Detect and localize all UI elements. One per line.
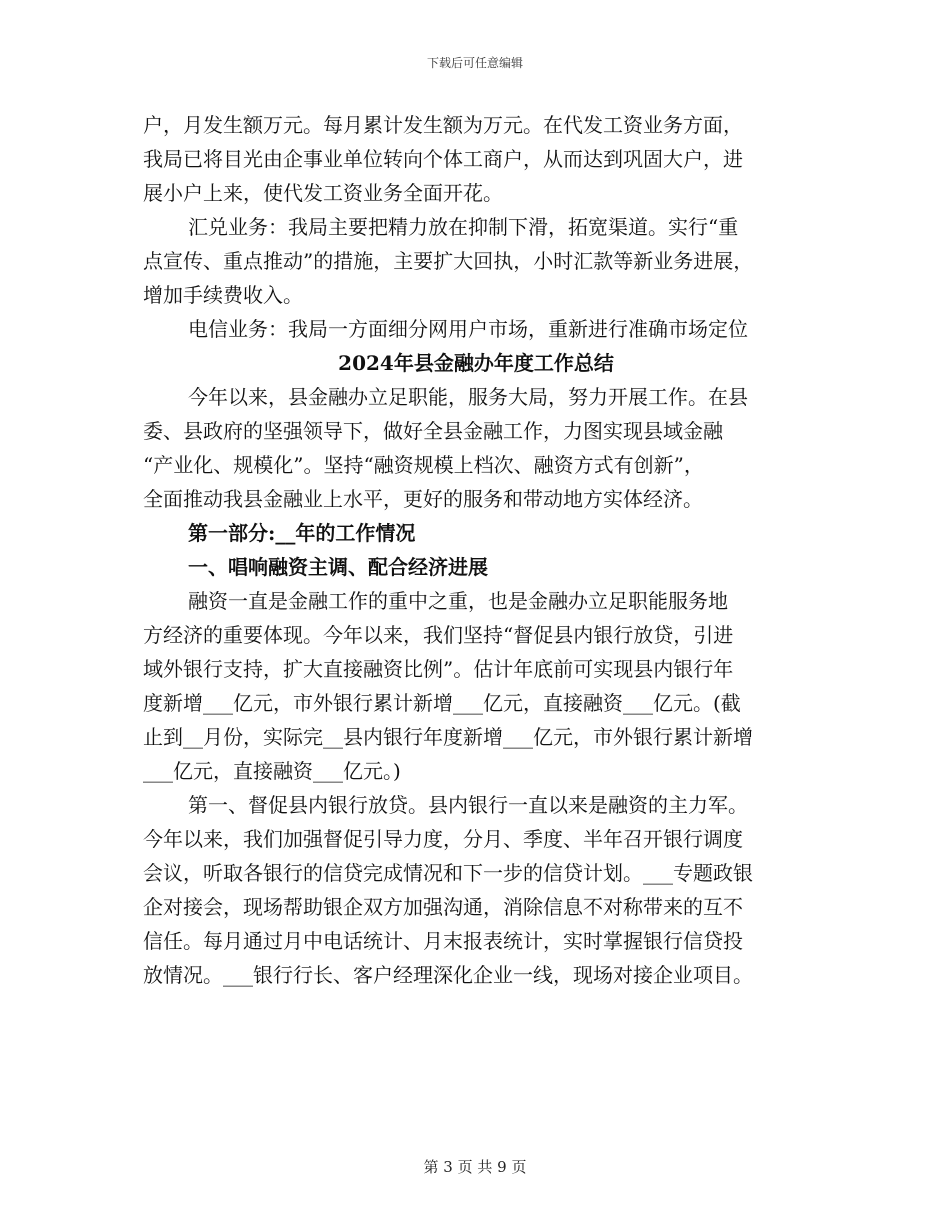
text-line: ___亿元，直接融资___亿元。) [143, 759, 401, 783]
text-line: 放情况。___银行行长、客户经理深化企业一线，现场对接企业项目。 [143, 963, 753, 987]
text-line: 企对接会，现场帮助银企双方加强沟通，消除信息不对称带来的互不 [143, 895, 743, 919]
text-line: “产业化、规模化”。坚持“融资规模上档次、融资方式有创新”， [143, 453, 704, 477]
text-line: 点宣传、重点推动”的措施，主要扩大回执，小时汇款等新业务进展， [143, 249, 754, 273]
paragraph-financing [143, 584, 809, 788]
paragraph-intro [143, 380, 809, 516]
text-line: 止到__月份，实际完__县内银行年度新增___亿元，市外银行累计新增 [143, 725, 753, 749]
section-heading-part-one: 第一部分:__年的工作情况 [188, 521, 416, 545]
text-line: 会议，听取各银行的信贷完成情况和下一步的信贷计划。___专题政银 [143, 861, 753, 885]
text-line: 今年以来，县金融办立足职能，服务大局，努力开展工作。在县 [188, 385, 748, 409]
text-line: 汇兑业务：我局主要把精力放在抑制下滑，拓宽渠道。实行“重 [188, 215, 739, 239]
text-line: 电信业务：我局一方面细分网用户市场，重新进行准确市场定位 [188, 317, 748, 341]
text-line: 我局已将目光由企事业单位转向个体工商户，从而达到巩固大户，进 [143, 147, 743, 171]
text-line: 融资一直是金融工作的重中之重，也是金融办立足职能服务地 [188, 589, 728, 613]
text-line: 全面推动我县金融业上水平，更好的服务和带动地方实体经济。 [143, 487, 703, 511]
section-heading-financing: 一、唱响融资主调、配合经济进展 [188, 555, 488, 579]
paragraph-remittance [143, 210, 809, 312]
text-line: 今年以来，我们加强督促引导力度，分月、季度、半年召开银行调度 [143, 827, 743, 851]
document-title: 2024年县金融办年度工作总结 [338, 351, 614, 375]
text-line: 户，月发生额万元。每月累计发生额为万元。在代发工资业务方面， [143, 113, 743, 137]
paragraph-salary-service [143, 108, 809, 210]
page-header-note: 下载后可任意编辑 [426, 56, 523, 70]
text-line: 方经济的重要体现。今年以来，我们坚持“督促县内银行放贷，引进 [143, 623, 734, 647]
text-line: 展小户上来，使代发工资业务全面开花。 [143, 181, 503, 205]
text-line: 第一、督促县内银行放贷。县内银行一直以来是融资的主力军。 [188, 793, 748, 817]
page-number: 第 3 页 共 9 页 [423, 1158, 527, 1176]
document-body [143, 108, 809, 992]
text-line: 域外银行支持，扩大直接融资比例”。估计年底前可实现县内银行年 [143, 657, 734, 681]
paragraph-bank-lending [143, 788, 809, 992]
text-line: 信任。每月通过月中电话统计、月末报表统计，实时掌握银行信贷投 [143, 929, 743, 953]
text-line: 度新增___亿元，市外银行累计新增___亿元，直接融资___亿元。(截 [143, 691, 741, 715]
paragraph-telecom [143, 312, 809, 346]
text-line: 增加手续费收入。 [143, 283, 303, 307]
text-line: 委、县政府的坚强领导下，做好全县金融工作，力图实现县域金融 [143, 419, 723, 443]
